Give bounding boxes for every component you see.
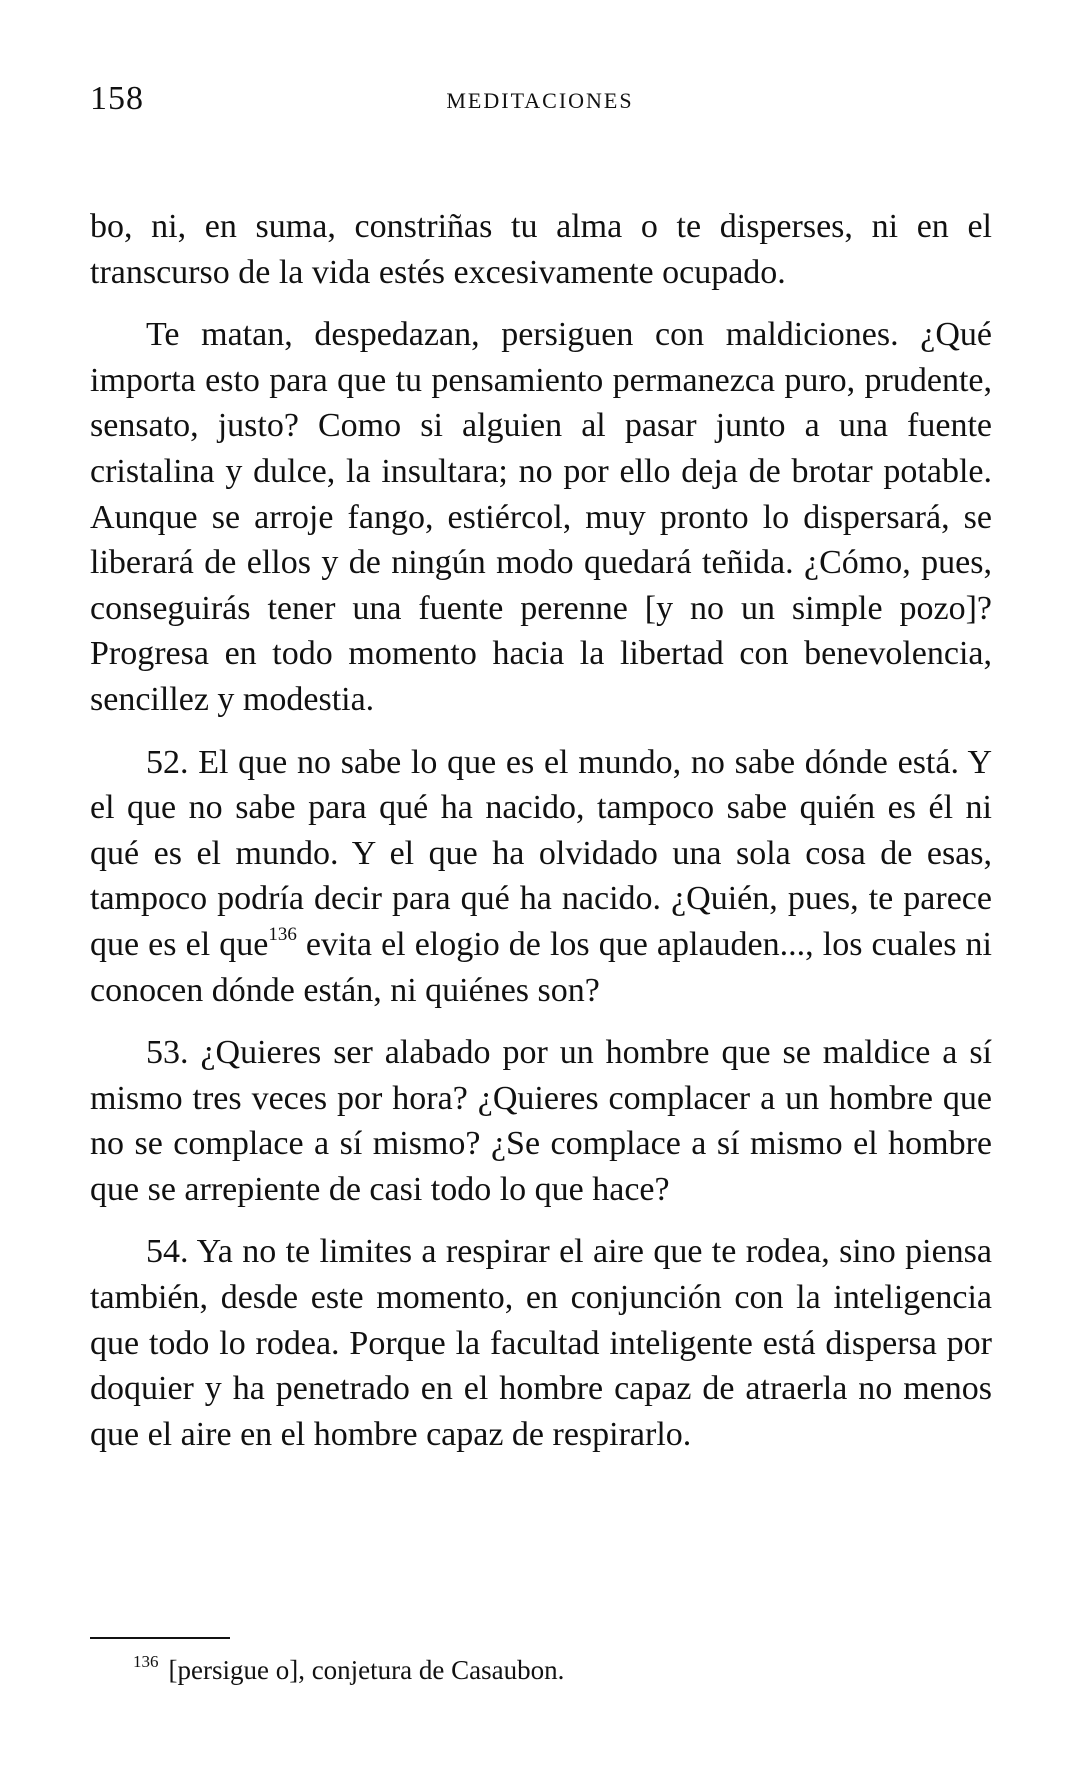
paragraph-54: 54. Ya no te limites a respirar el aire que te rodea, sino piensa también, desde este momento, en conjunción con la inteligencia que todo lo rodea. Porque la facultad inteligente está dispersa por doquier y ha penetrado en el hombre capaz de atraerla no menos que el aire en el hombre capaz de respirarlo. — [90, 1233, 992, 1453]
paragraph-53: 53. ¿Quieres ser alabado por un hombre que se maldice a sí mismo tres veces por hora? ¿Quieres complacer a un hombre que no se complace a sí mismo? ¿Se complace a sí mismo el hombre que se arrepiente de casi todo lo que hace? — [90, 1034, 992, 1208]
footnote-text: [persigue o], conjetura de Casaubon. — [168, 1655, 565, 1685]
body-text — [90, 204, 992, 1457]
footnote-divider — [90, 1637, 230, 1639]
page-number: 158 — [90, 80, 144, 117]
footnote-number: 136 — [133, 1652, 159, 1671]
paragraph-text: evita el elogio de los que aplauden..., los cuales ni conocen dónde están, ni quiénes son? — [90, 925, 993, 1009]
paragraph-52 — [90, 740, 992, 1014]
footnote — [133, 1652, 953, 1688]
paragraph: Te matan, despedazan, persiguen con maldiciones. ¿Qué importa esto para que tu pensamiento permanezca puro, prudente, sensato, justo? Como si alguien al pasar junto a una fuente cristalina y dulce, la insultara; no por ello deja de brotar potable. Aunque se arroje fango, estiércol, muy pronto lo dispersará, se liberará de ellos y de ningún modo quedará teñida. ¿Cómo, pues, conseguirás tener una fuente perenne [y no un simple pozo]? Progresa en todo momento hacia la libertad con benevolencia, sencillez y modestia. — [90, 316, 992, 718]
paragraph-continuation: bo, ni, en suma, constriñas tu alma o te disperses, ni en el transcurso de la vida estés excesivamente ocupado. — [90, 208, 992, 291]
paragraph-text: 52. El que no sabe lo que es el mundo, no sabe dónde está. Y el que no sabe para qué ha nacido, tampoco sabe quién es él ni qué es el mundo. Y el que ha olvidado una sola cosa de esas, tampoco podría decir para qué ha nacido. ¿Quién, pues, te parece que es el que — [90, 743, 992, 963]
running-head: MEDITACIONES — [446, 88, 634, 113]
page-header — [90, 80, 990, 120]
footnote-reference[interactable]: 136 — [268, 923, 297, 945]
